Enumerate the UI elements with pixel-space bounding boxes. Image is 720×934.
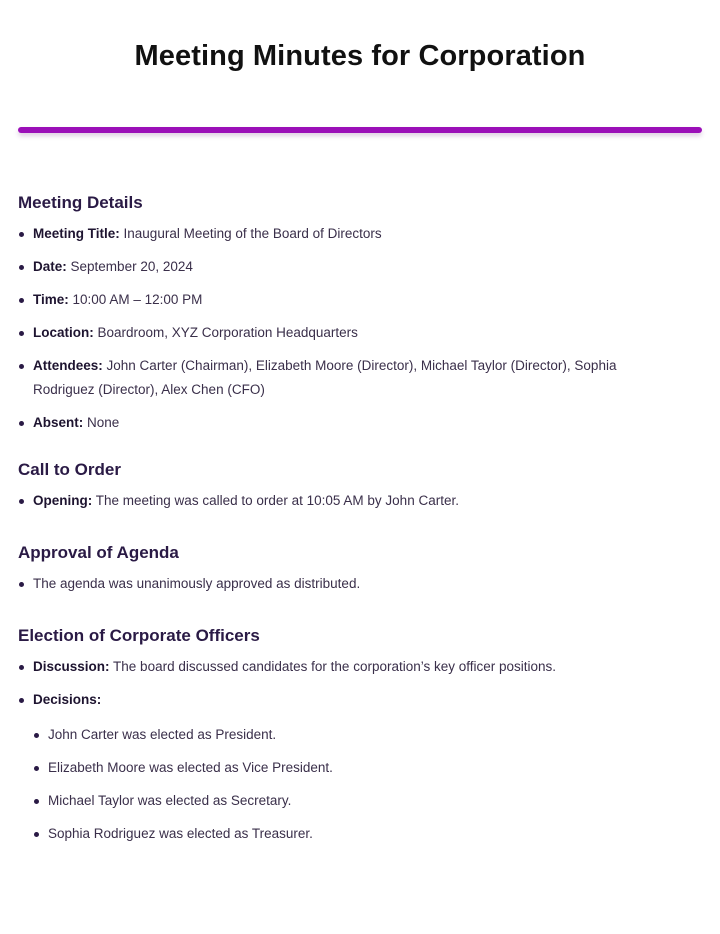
item-value: The meeting was called to order at 10:05 AM by John Carter. xyxy=(95,493,459,508)
detail-value: 10:00 AM – 12:00 PM xyxy=(72,292,203,307)
detail-label: Time: xyxy=(33,292,69,307)
detail-location xyxy=(18,321,702,345)
detail-label: Attendees: xyxy=(33,358,103,373)
election-discussion xyxy=(18,655,702,679)
item-value: The board discussed candidates for the corporation’s key officer positions. xyxy=(113,659,557,674)
detail-time xyxy=(18,288,702,312)
detail-date xyxy=(18,255,702,279)
decision-item: John Carter was elected as President. xyxy=(33,723,702,747)
decision-item: Elizabeth Moore was elected as Vice President. xyxy=(33,756,702,780)
item-label: Decisions: xyxy=(33,692,102,707)
decision-item: Michael Taylor was elected as Secretary. xyxy=(33,789,702,813)
detail-label: Location: xyxy=(33,325,94,340)
section-heading-meeting-details: Meeting Details xyxy=(18,193,143,212)
election-decisions xyxy=(18,688,702,712)
approval-of-agenda-section xyxy=(18,541,702,596)
detail-absent xyxy=(18,411,702,435)
minutes-content xyxy=(18,191,702,846)
detail-attendees xyxy=(18,354,702,402)
detail-meeting-title xyxy=(18,222,702,246)
section-heading-approval-of-agenda: Approval of Agenda xyxy=(18,543,179,562)
item-label: Opening: xyxy=(33,493,93,508)
title-divider xyxy=(18,127,702,133)
detail-value: Boardroom, XYZ Corporation Headquarters xyxy=(97,325,358,340)
decisions-list xyxy=(18,723,702,846)
detail-value: John Carter (Chairman), Elizabeth Moore (Director), Michael Taylor (Director), Sophia Rodriguez (Director), Alex Chen (CFO) xyxy=(33,358,617,397)
section-heading-election-of-officers: Election of Corporate Officers xyxy=(18,626,260,645)
agenda-item: The agenda was unanimously approved as distributed. xyxy=(18,572,702,596)
call-to-order-list xyxy=(18,489,702,513)
election-list xyxy=(18,655,702,712)
item-label: Discussion: xyxy=(33,659,110,674)
meeting-details-section xyxy=(18,191,702,435)
decision-item: Sophia Rodriguez was elected as Treasurer. xyxy=(33,822,702,846)
approval-of-agenda-list xyxy=(18,572,702,596)
detail-label: Absent: xyxy=(33,415,84,430)
election-of-officers-section xyxy=(18,624,702,846)
call-to-order-section xyxy=(18,458,702,513)
page-title: Meeting Minutes for Corporation xyxy=(134,40,586,72)
detail-value: None xyxy=(87,415,120,430)
call-to-order-item xyxy=(18,489,702,513)
detail-label: Meeting Title: xyxy=(33,226,120,241)
meeting-details-list xyxy=(18,222,702,435)
detail-label: Date: xyxy=(33,259,67,274)
section-heading-call-to-order: Call to Order xyxy=(18,460,121,479)
detail-value: September 20, 2024 xyxy=(70,259,193,274)
detail-value: Inaugural Meeting of the Board of Directors xyxy=(123,226,382,241)
